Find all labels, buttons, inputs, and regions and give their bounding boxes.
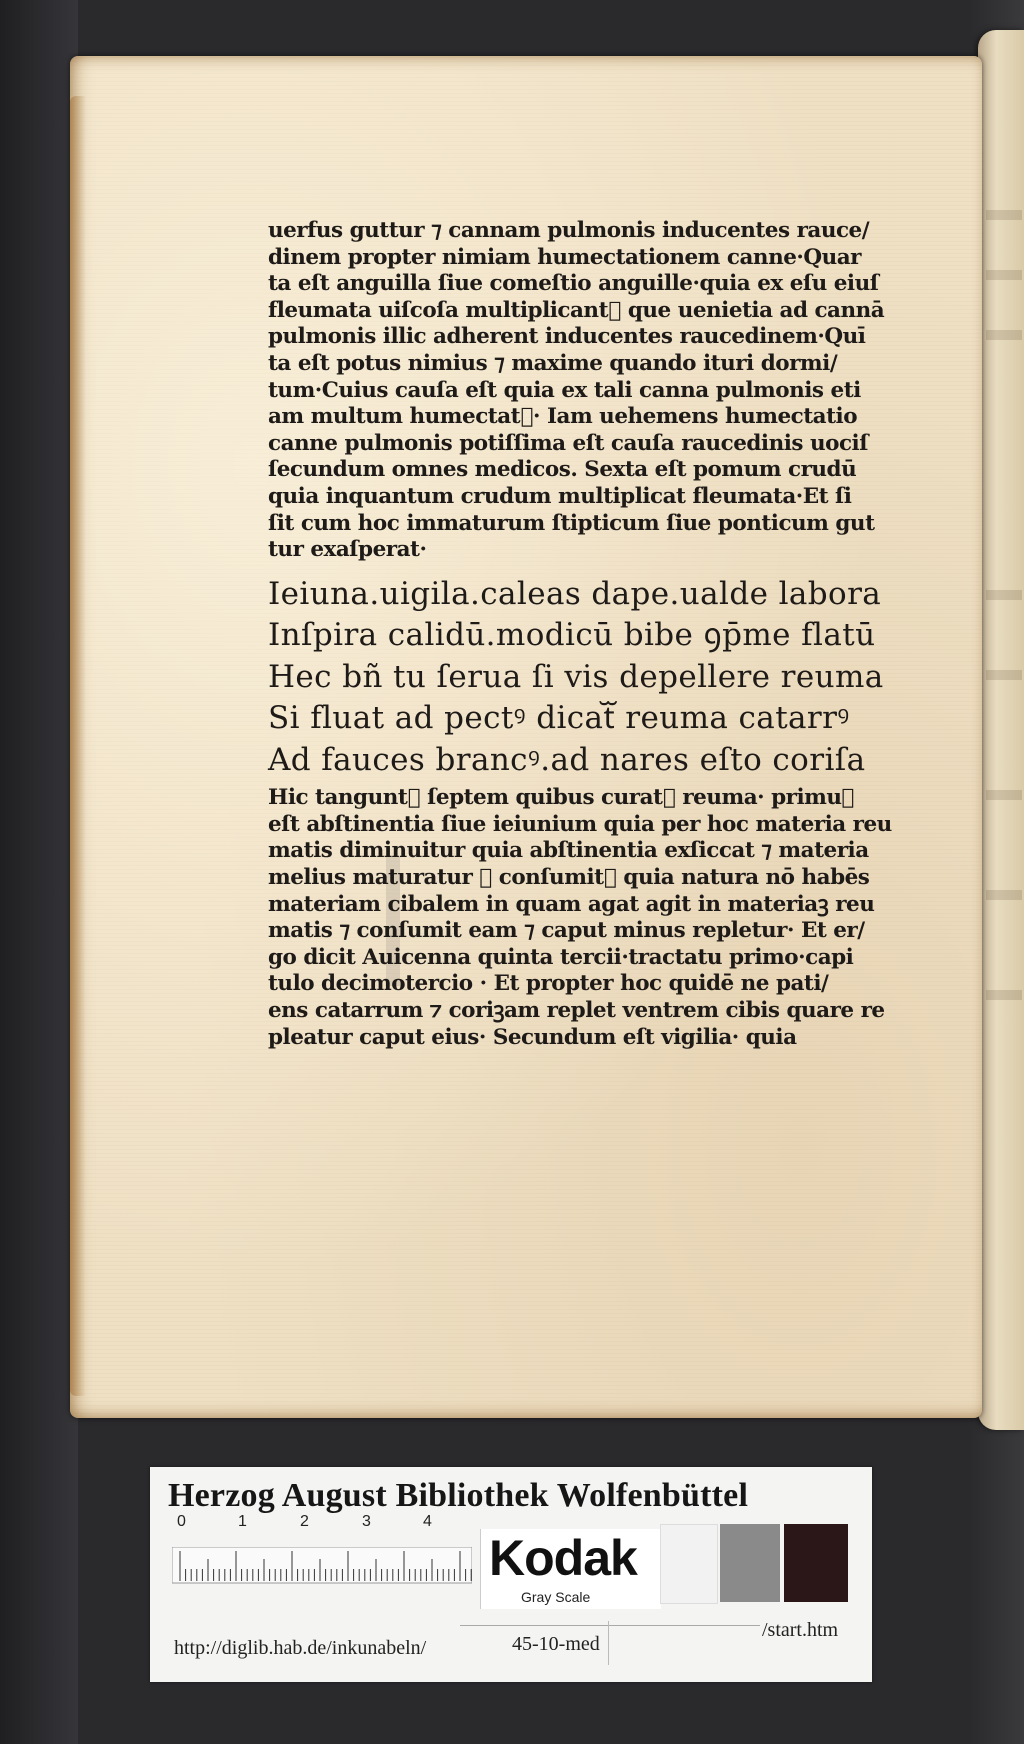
- gray-swatch-dark: [784, 1524, 848, 1602]
- text-line: fleumata uiſcoſa multiplicantᷓ que uenietia ad cannā: [268, 297, 885, 323]
- text-line: materiam cibalem in quam agat agit in materiaꝫ reu: [268, 891, 875, 917]
- verse-line: Ad fauces brancꝰ.ad nares eſto coriſa: [268, 741, 866, 778]
- shelfmark-label: 45-10-med: [512, 1633, 600, 1655]
- next-page-ghost-text: [986, 210, 1022, 220]
- ruler-number: 2: [300, 1513, 309, 1530]
- scan-background-left: [0, 0, 78, 1744]
- text-line: uerfus guttur ⁊ cannam pulmonis inducentes rauce/: [268, 218, 870, 243]
- ruler-number: 0: [177, 1513, 186, 1530]
- page-text-block: [268, 218, 903, 1051]
- verse-line: Ieiuna.uigila.caleas dape.ualde labora: [268, 575, 882, 612]
- next-page-ghost-text: [986, 790, 1022, 800]
- text-line: go dicit Auicenna quinta tercii·tractatu primo·capi: [268, 944, 854, 970]
- digital-library-url: http://diglib.hab.de/inkunabeln/: [174, 1637, 427, 1659]
- verse-line: Inſpira calidū.modicū bibe ꝯp̄me flatū: [268, 617, 876, 654]
- text-line: ta eſt anguilla ſiue comeſtio anguille·quia ex eſu eiuſ: [268, 271, 879, 297]
- ruler-scale: [172, 1547, 472, 1617]
- text-line: ens catarrum ⁊ coriꝫam replet ventrem cibis quare re: [268, 997, 885, 1023]
- gray-swatch-white: [660, 1524, 718, 1604]
- next-page-ghost-text: [986, 670, 1022, 680]
- text-line: tum·Cuius cauſa eſt quia ex tali canna pulmonis eti: [268, 377, 861, 403]
- next-page-ghost-text: [986, 890, 1022, 900]
- text-line: tur exaſperat·: [268, 537, 427, 563]
- kodak-logo: Kodak: [489, 1530, 637, 1586]
- text-line: quia inquantum crudum multiplicat fleumata·Et ſi: [268, 483, 852, 509]
- commentary-paragraph: [268, 785, 903, 1051]
- text-line: ſecundum omnes medicos. Sexta eſt pomum crudū: [268, 457, 857, 483]
- card-divider: [460, 1625, 760, 1626]
- text-line: matis diminuitur quia abſtinentia exſiccat ⁊ materia: [268, 838, 869, 864]
- kodak-logo-panel: [480, 1529, 661, 1609]
- verse-line: Hec bñ tu ſerua ſi vis depellere reuma: [268, 658, 884, 695]
- ruler-number: 4: [423, 1513, 432, 1530]
- text-line: pleatur caput eius· Secundum eſt vigilia· quia: [268, 1024, 797, 1050]
- text-line: ta eſt potus nimius ⁊ maxime quando ituri dormi/: [268, 350, 838, 376]
- text-line: pulmonis illic adherent inducentes raucedinem·Quī: [268, 324, 866, 350]
- start-page-label: /start.htm: [762, 1619, 839, 1641]
- text-line: matis ⁊ conſumit eam ⁊ caput minus repletur· Et er/: [268, 918, 865, 944]
- page-edge-stain: [70, 96, 86, 1396]
- next-page-ghost-text: [986, 330, 1022, 340]
- verse-line: Si fluat ad pectꝰ dicatᷓ reuma catarrꝰ: [268, 700, 850, 737]
- color-calibration-card: [150, 1467, 872, 1682]
- next-page-ghost-text: [986, 590, 1022, 600]
- text-line: melius maturatur ⁊ conſumitᷓ quia natura nō habēs: [268, 865, 870, 890]
- text-line: eſt abſtinentia ſiue ieiunium quia per hoc materia reu: [268, 811, 892, 837]
- text-line: ſit cum hoc immaturum ſtipticum ſiue ponticum gut: [268, 510, 875, 536]
- prose-paragraph: [268, 218, 903, 564]
- text-line: canne pulmonis potiſſima eſt cauſa raucedinis uociſ: [268, 430, 868, 456]
- text-line: am multum humectatᷓ· Iam uehemens humectatio: [268, 404, 858, 430]
- ruler-number: 3: [362, 1513, 371, 1530]
- text-line: dinem propter nimiam humectationem canne·Quar: [268, 244, 861, 270]
- next-page-ghost-text: [986, 270, 1022, 280]
- text-line: Hic tanguntᷓ ſeptem quibus curatᷓ reuma· primuꝫ: [268, 785, 854, 811]
- library-title: Herzog August Bibliothek Wolfenbüttel: [168, 1477, 749, 1514]
- text-line: tulo decimotercio · Et propter hoc quidē ne pati/: [268, 971, 829, 997]
- gray-scale-label: Gray Scale: [521, 1589, 591, 1605]
- card-divider: [608, 1621, 609, 1665]
- verse-block: [268, 574, 903, 782]
- gray-swatch-mid: [720, 1524, 780, 1602]
- ruler-number: 1: [238, 1513, 247, 1530]
- next-page-ghost-text: [986, 990, 1022, 1000]
- next-page-edge: [978, 30, 1024, 1430]
